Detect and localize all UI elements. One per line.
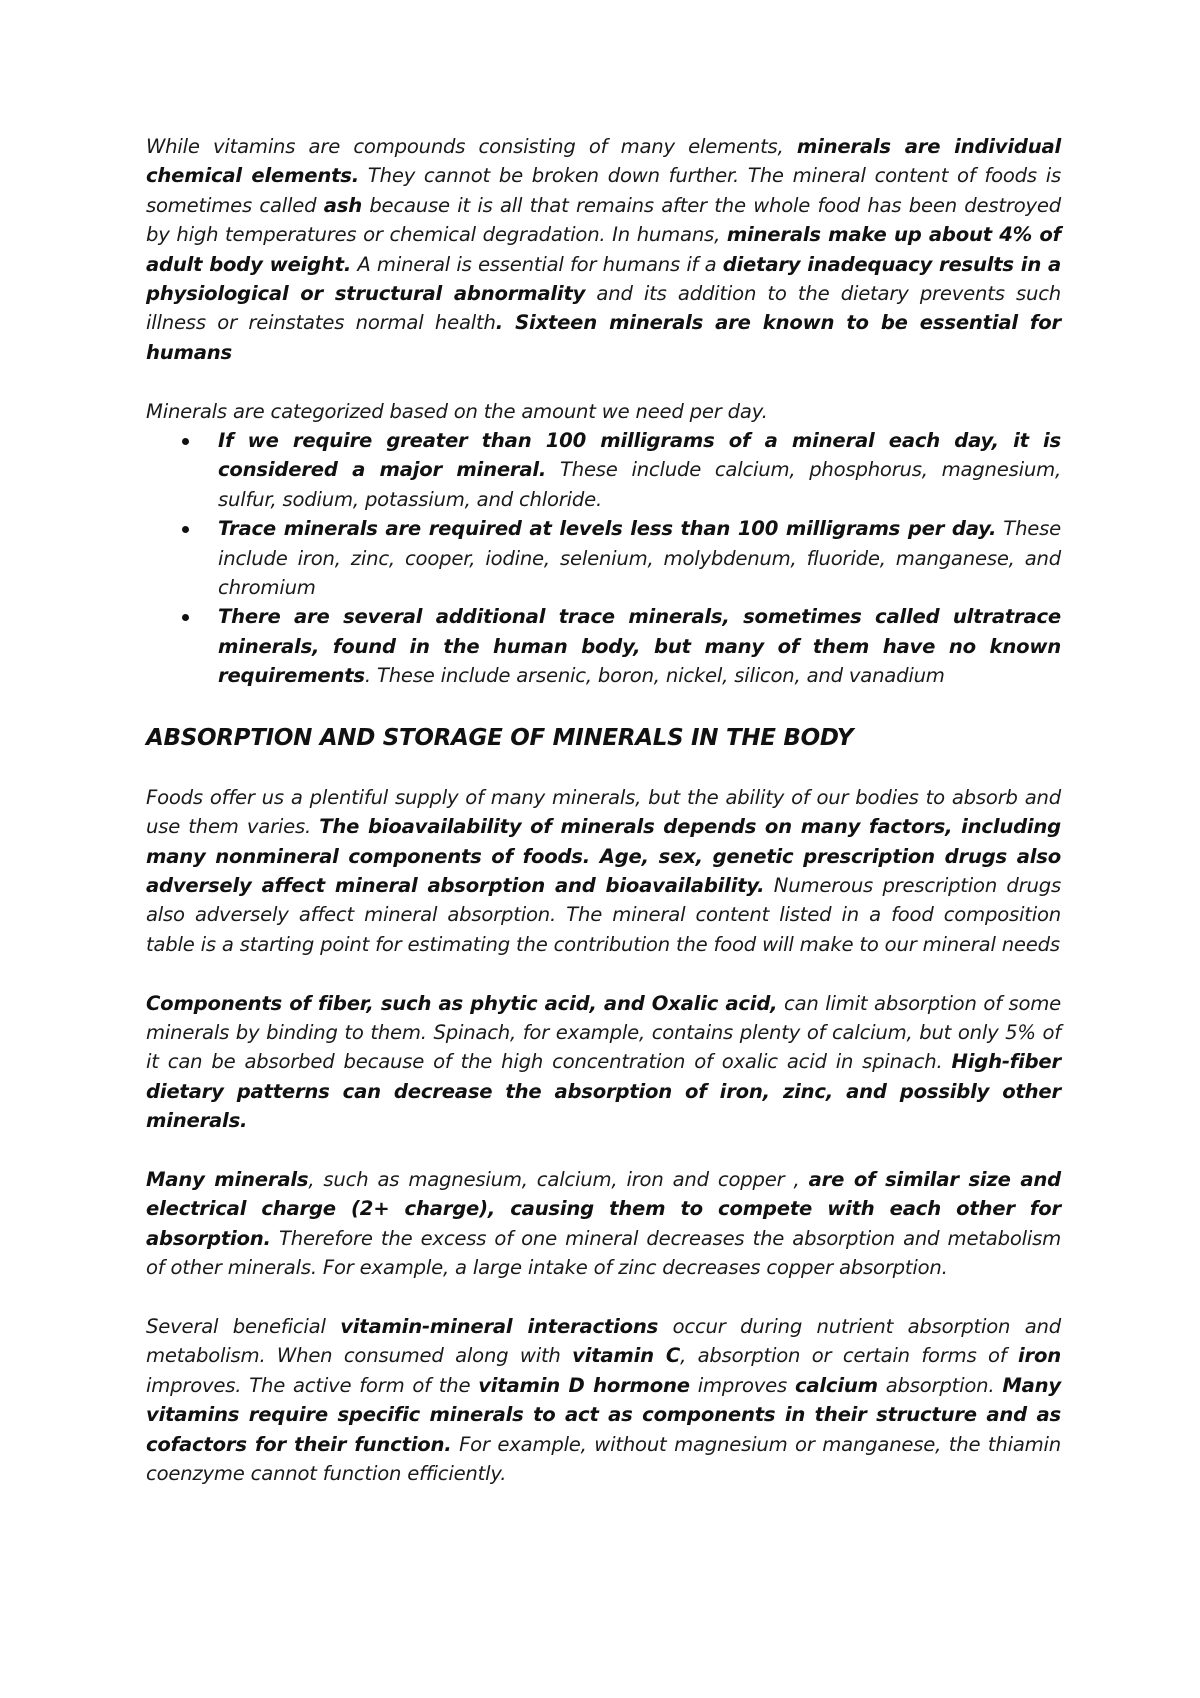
bullet-icon	[182, 526, 189, 533]
text-run: These include iron, zinc, cooper, iodine, selenium, molybdenum, fluoride, manganese, and chromium	[218, 517, 1061, 600]
text-run: improves	[689, 1373, 795, 1397]
text-run: absorption.	[877, 1373, 1003, 1397]
text-run: occur during nutrient absorption and metabolism. When consumed along with	[146, 1314, 1062, 1368]
bold-text-run: Many minerals	[146, 1167, 309, 1191]
text-run: improves. The active form of the	[146, 1373, 479, 1397]
bold-text-run: Components of fiber, such as phytic acid, and Oxalic acid,	[146, 991, 778, 1015]
document-page	[146, 132, 1061, 1488]
competition-paragraph	[146, 1165, 1061, 1283]
text-run: A mineral is essential for humans if a	[351, 252, 723, 276]
interaction-paragraph	[146, 1312, 1061, 1488]
bullet-icon	[182, 438, 189, 445]
list-item-text	[218, 429, 1061, 511]
list-item-trace-minerals	[218, 514, 1061, 602]
section-heading: ABSORPTION AND STORAGE OF MINERALS IN THE BODY	[146, 724, 854, 751]
bold-text-run: iron	[1018, 1344, 1061, 1368]
text-run: and its addition to the dietary prevents such illness or reinstates normal health	[146, 282, 1061, 335]
bold-text-run: . Sixteen minerals are known to be essential for humans	[146, 311, 1061, 364]
bold-text-run: There are several additional trace minerals, sometimes called ultratrace minerals, found in the human body, but many of them have no known requirements	[218, 605, 1061, 688]
bold-text-run: calcium	[794, 1373, 878, 1397]
mineral-categories-list	[146, 426, 1061, 691]
text-run: because it is all that remains after the whole food has been destroyed by high temperatures or chemical degradation. In humans,	[146, 193, 1062, 247]
bold-text-run: minerals make up about 4% of adult body weight.	[146, 223, 1061, 276]
text-run: . These include arsenic, boron, nickel, silicon, and vanadium	[364, 664, 945, 688]
text-run: Numerous prescription drugs also adversely affect mineral absorption. The mineral content listed in a food composition table is a starting point for estimating the contribution the food will make to our mineral needs	[146, 873, 1061, 956]
bold-text-run: The bioavailability of minerals depends on many factors, including many nonmineral components of foods. Age, sex, genetic prescription drugs also adversely affect mineral absorption and bioavailability.	[146, 815, 1061, 897]
list-item-text	[218, 605, 1061, 687]
text-run: can limit absorption of some minerals by binding to them. Spinach, for example, contains plenty of calcium, but only 5% of it can be absorbed because of the high concentration of oxalic acid in spinach.	[146, 991, 1062, 1074]
text-run: Therefore the excess of one mineral decreases the absorption and metabolism of other minerals. For example, a large intake of zinc decreases copper absorption.	[146, 1226, 1061, 1280]
list-item-text	[218, 517, 1061, 599]
bold-text-run: minerals are individual chemical elements.	[146, 135, 1061, 188]
absorption-paragraph	[146, 783, 1061, 959]
bold-text-run: vitamin-mineral interactions	[340, 1314, 659, 1338]
text-run: They cannot be broken down further. The mineral content of foods is sometimes called	[146, 164, 1061, 217]
text-run: For example, without magnesium or manganese, the thiamin coenzyme cannot function efficiently.	[146, 1432, 1061, 1485]
fiber-paragraph	[146, 989, 1061, 1136]
intro-paragraph	[146, 132, 1061, 367]
text-run: , absorption or certain forms of	[680, 1344, 1018, 1368]
text-run: Foods offer us a plentiful supply of many minerals, but the ability of our bodies to absorb and use them varies.	[146, 785, 1061, 839]
text-run: These include calcium, phosphorus, magnesium, sulfur, sodium, potassium, and chloride.	[218, 458, 1061, 511]
bold-text-run: High-fiber dietary patterns can decrease the absorption of iron, zinc, and possibly other minerals.	[146, 1050, 1061, 1133]
list-item-major-minerals	[218, 426, 1061, 514]
text-run: , such as magnesium, calcium, iron and copper ,	[308, 1167, 809, 1191]
bullet-icon	[182, 614, 189, 621]
list-item-ultratrace-minerals	[218, 602, 1061, 690]
text-run: While vitamins are compounds consisting of many elements,	[146, 135, 797, 158]
text-run: Several beneficial	[146, 1314, 341, 1338]
bold-text-run: vitamin D hormone	[478, 1373, 690, 1397]
bold-text-run: vitamin C	[572, 1344, 681, 1368]
categories-intro: Minerals are categorized based on the amount we need per day.	[146, 399, 768, 423]
bold-text-run: If we require greater than 100 milligrams of a mineral each day, it is considered a major mineral.	[218, 429, 1061, 482]
bold-text-run: ash	[323, 193, 362, 217]
bold-text-run: are of similar size and electrical charge (2+ charge), causing them to compete with each other for absorption.	[146, 1167, 1061, 1250]
bold-text-run: dietary inadequacy results in a physiological or structural abnormality	[146, 252, 1062, 306]
bold-text-run: Many vitamins require specific minerals to act as components in their structure and as cofactors for their function.	[146, 1373, 1061, 1456]
bold-text-run: Trace minerals are required at levels less than 100 milligrams per day.	[218, 517, 997, 541]
